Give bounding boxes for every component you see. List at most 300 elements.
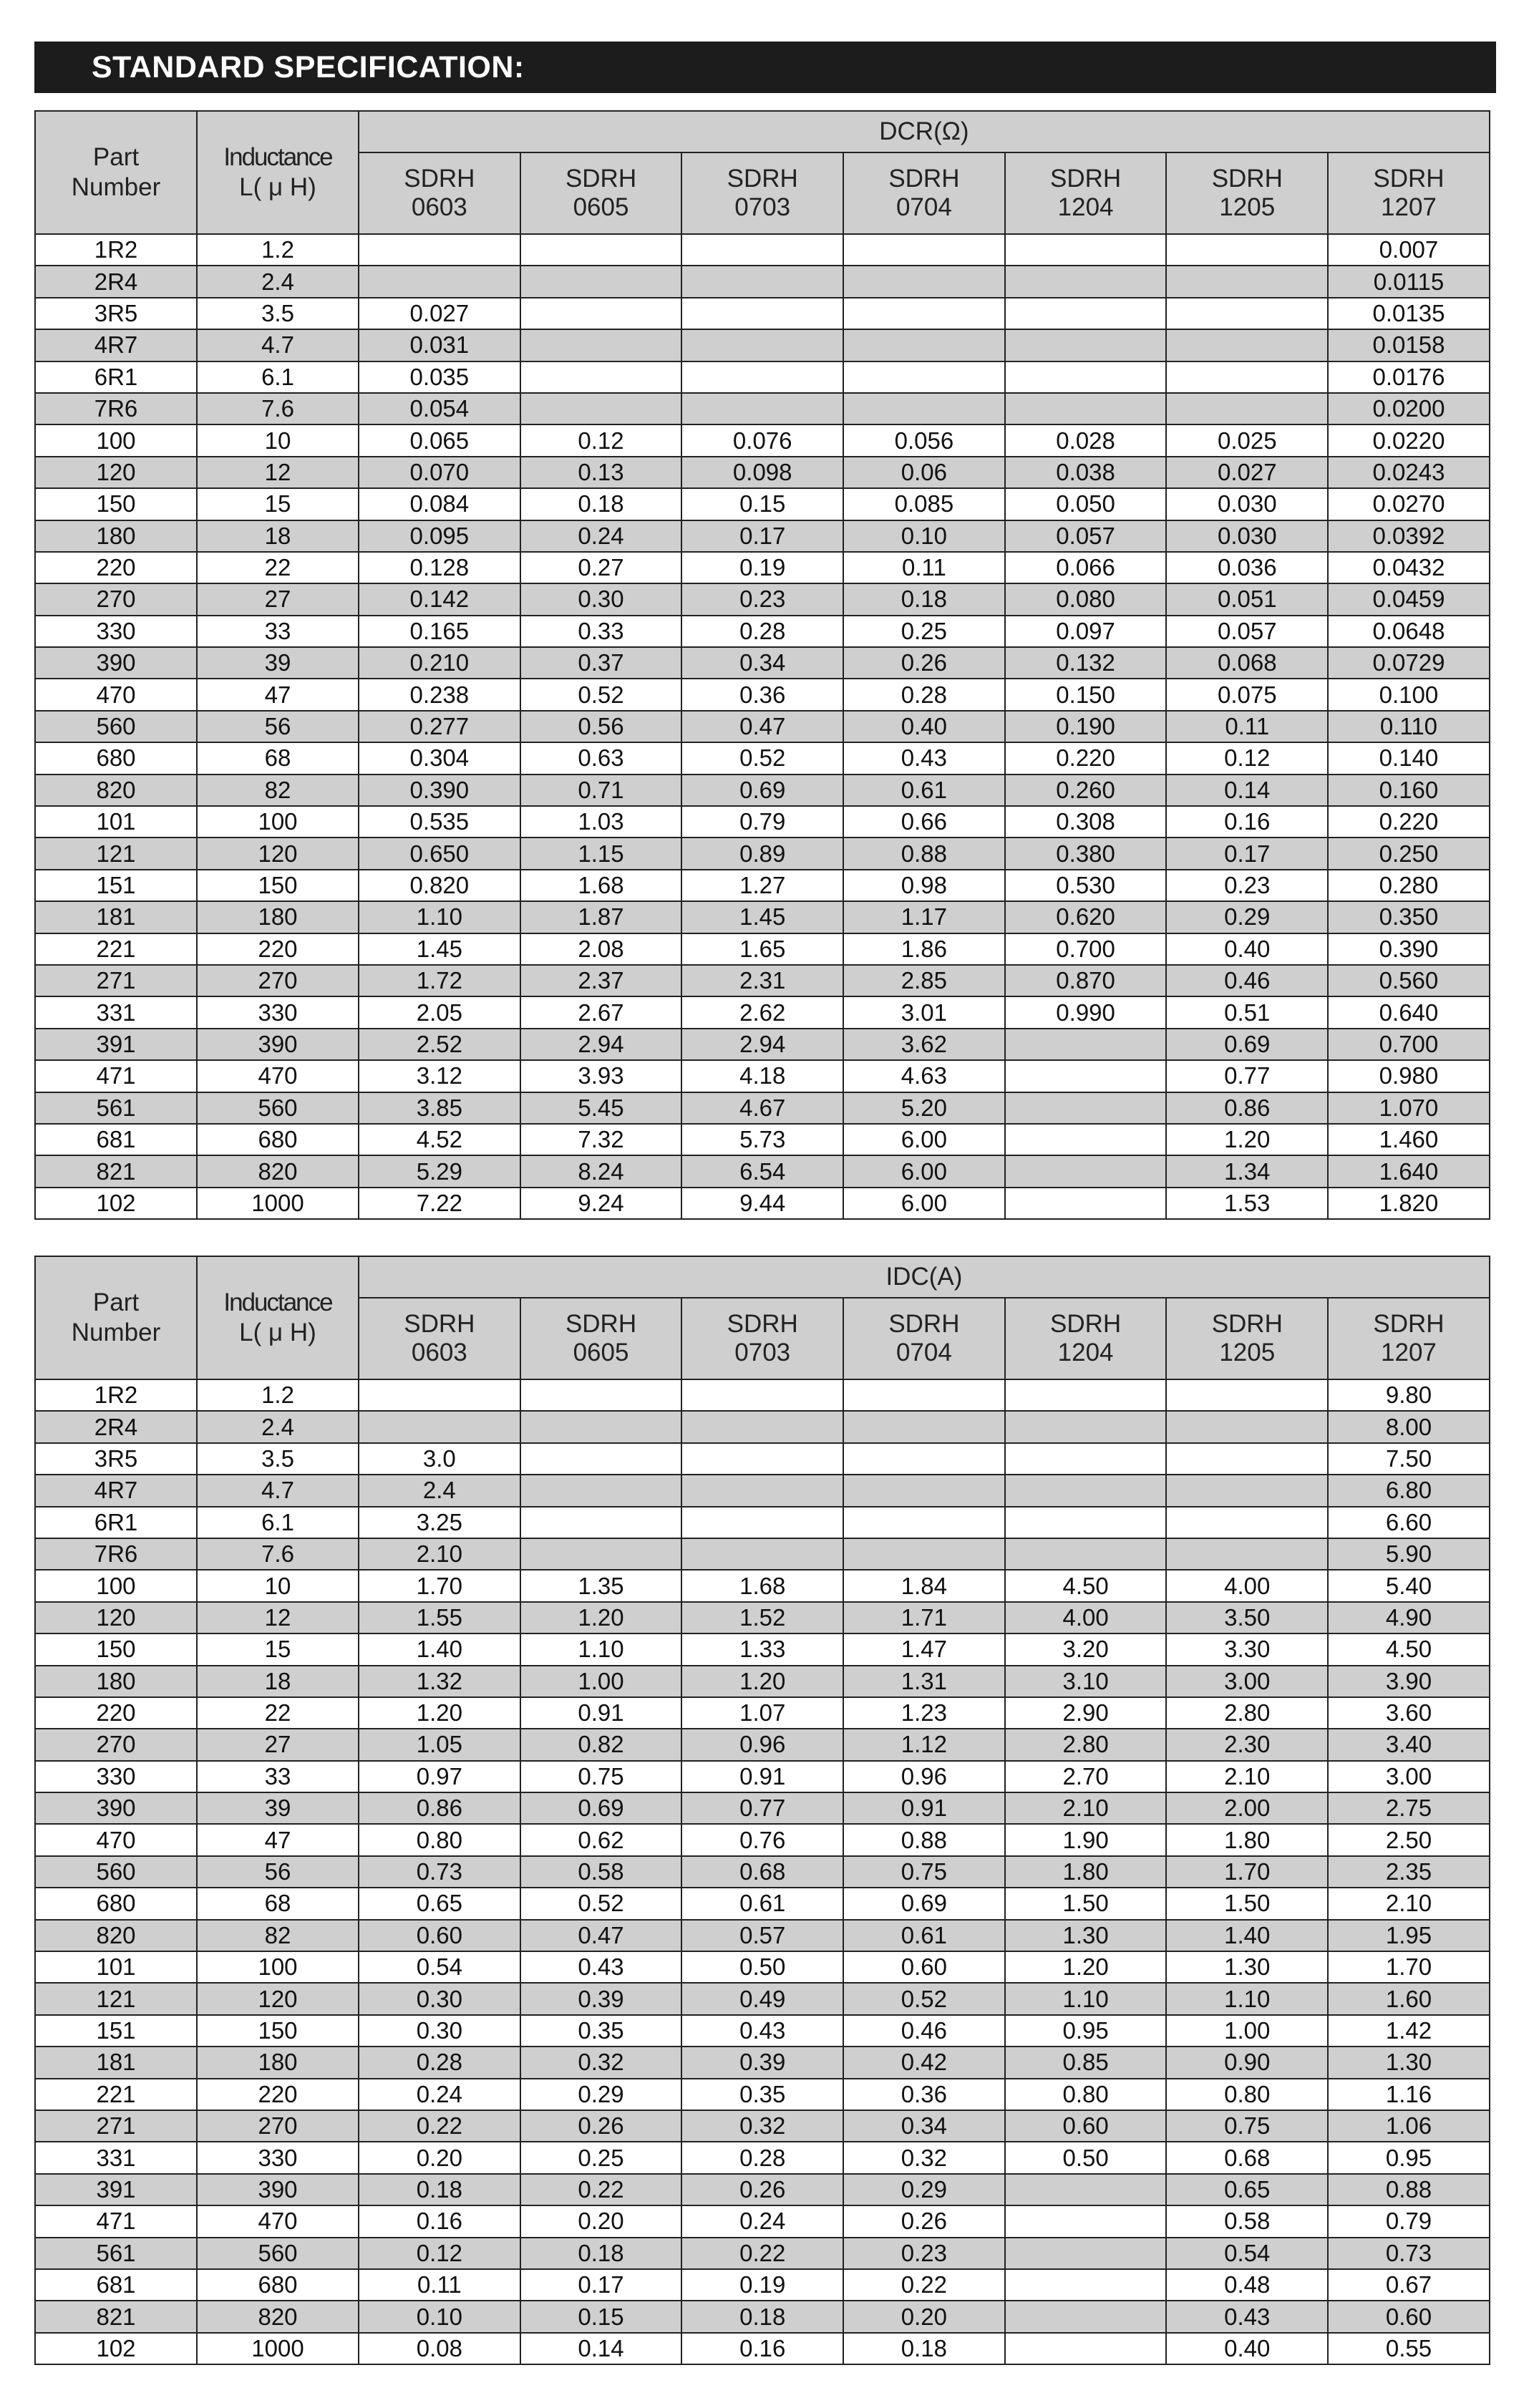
dcr-value-cell xyxy=(1166,266,1328,297)
dcr-value-cell: 0.11 xyxy=(843,552,1005,583)
idc-value-cell: 0.61 xyxy=(681,1888,843,1919)
dcr-value-cell xyxy=(1005,1124,1167,1155)
table-row xyxy=(35,1092,1490,1124)
dcr-value-cell: 4.67 xyxy=(681,1092,843,1124)
idc-value-cell: 0.29 xyxy=(843,2174,1005,2205)
dcr-value-cell: 0.036 xyxy=(1166,552,1328,583)
inductance-cell: 22 xyxy=(197,552,359,583)
inductance-cell: 680 xyxy=(197,2269,359,2301)
idc-value-cell: 3.40 xyxy=(1328,1729,1490,1760)
table-row xyxy=(35,1602,1490,1633)
idc-value-cell: 1.42 xyxy=(1328,2015,1490,2047)
dcr-value-cell: 1.03 xyxy=(520,806,682,838)
inductance-cell: 120 xyxy=(197,838,359,869)
dcr-value-cell: 0.0459 xyxy=(1328,583,1490,615)
dcr-value-cell: 0.250 xyxy=(1328,838,1490,869)
idc-value-cell: 0.14 xyxy=(520,2333,682,2364)
idc-value-cell: 0.96 xyxy=(843,1761,1005,1792)
dcr-value-cell xyxy=(1005,1188,1167,1219)
dcr-value-cell: 0.190 xyxy=(1005,711,1167,742)
dcr-value-cell: 0.46 xyxy=(1166,965,1328,996)
part-number-cell: 121 xyxy=(35,1983,197,2014)
table-row xyxy=(35,647,1490,679)
dcr-value-cell xyxy=(1005,329,1167,361)
dcr-value-cell: 6.00 xyxy=(843,1124,1005,1155)
table-row xyxy=(35,996,1490,1028)
dcr-value-cell: 0.12 xyxy=(1166,742,1328,774)
dcr-value-cell: 2.94 xyxy=(681,1029,843,1060)
part-number-cell: 100 xyxy=(35,1570,197,1601)
inductance-cell: 68 xyxy=(197,1888,359,1919)
dcr-value-cell: 0.0270 xyxy=(1328,488,1490,520)
idc-value-cell: 0.90 xyxy=(1166,2047,1328,2078)
dcr-value-cell: 0.100 xyxy=(1328,679,1490,710)
idc-value-cell: 4.50 xyxy=(1328,1633,1490,1665)
dcr-value-cell: 0.530 xyxy=(1005,870,1167,901)
inductance-cell: 4.7 xyxy=(197,1475,359,1506)
part-number-cell: 4R7 xyxy=(35,1475,197,1506)
dcr-value-cell: 0.095 xyxy=(359,520,520,552)
inductance-cell: 390 xyxy=(197,2174,359,2205)
table-row xyxy=(35,616,1490,647)
dcr-value-cell xyxy=(520,361,682,393)
part-number-cell: 390 xyxy=(35,1792,197,1824)
dcr-value-cell: 0.0135 xyxy=(1328,298,1490,329)
inductance-cell: 330 xyxy=(197,2142,359,2173)
idc-value-cell: 0.47 xyxy=(520,1920,682,1951)
idc-value-cell: 3.00 xyxy=(1166,1666,1328,1697)
dcr-value-cell: 0.26 xyxy=(843,647,1005,679)
idc-value-cell: 0.32 xyxy=(843,2142,1005,2173)
inductance-cell: 560 xyxy=(197,1092,359,1124)
table-row xyxy=(35,838,1490,869)
dcr-value-cell: 2.94 xyxy=(520,1029,682,1060)
inductance-cell: 39 xyxy=(197,647,359,679)
inductance-cell: 1000 xyxy=(197,1188,359,1219)
part-number-cell: 151 xyxy=(35,2015,197,2047)
dcr-value-cell: 0.128 xyxy=(359,552,520,583)
inductance-cell: 33 xyxy=(197,1761,359,1792)
part-number-cell: 150 xyxy=(35,1633,197,1665)
dcr-value-cell: 1.34 xyxy=(1166,1155,1328,1187)
part-number-cell: 270 xyxy=(35,1729,197,1760)
dcr-value-cell: 2.31 xyxy=(681,965,843,996)
series-header-1207: SDRH 1207 xyxy=(1328,1298,1490,1379)
idc-value-cell: 0.16 xyxy=(681,2333,843,2364)
dcr-value-cell: 0.085 xyxy=(843,488,1005,520)
part-number-cell: 181 xyxy=(35,901,197,933)
inductance-cell: 3.5 xyxy=(197,298,359,329)
dcr-value-cell: 0.098 xyxy=(681,457,843,488)
part-number-cell: 470 xyxy=(35,1824,197,1855)
section-banner xyxy=(34,42,1496,93)
idc-value-cell: 1.95 xyxy=(1328,1920,1490,1951)
idc-value-cell xyxy=(1005,1538,1167,1570)
series-header-1204: SDRH 1204 xyxy=(1005,1298,1167,1379)
series-header-1205: SDRH 1205 xyxy=(1166,1298,1328,1379)
table-row xyxy=(35,393,1490,424)
idc-value-cell: 0.34 xyxy=(843,2110,1005,2142)
idc-value-cell xyxy=(1005,1411,1167,1442)
idc-value-cell: 0.46 xyxy=(843,2015,1005,2047)
idc-value-cell: 0.40 xyxy=(1166,2333,1328,2364)
idc-value-cell: 2.35 xyxy=(1328,1856,1490,1888)
part-number-cell: 3R5 xyxy=(35,1443,197,1475)
idc-value-cell: 0.42 xyxy=(843,2047,1005,2078)
part-number-cell: 220 xyxy=(35,1697,197,1729)
dcr-value-cell: 4.18 xyxy=(681,1060,843,1092)
dcr-value-cell: 0.076 xyxy=(681,424,843,456)
idc-value-cell: 0.25 xyxy=(520,2142,682,2173)
dcr-value-cell: 0.56 xyxy=(520,711,682,742)
dcr-value-cell: 0.238 xyxy=(359,679,520,710)
idc-value-cell xyxy=(1005,1379,1167,1411)
dcr-value-cell xyxy=(681,361,843,393)
dcr-value-cell: 2.08 xyxy=(520,933,682,965)
dcr-value-cell xyxy=(1166,361,1328,393)
dcr-value-cell: 0.700 xyxy=(1005,933,1167,965)
idc-value-cell xyxy=(1005,2333,1167,2364)
idc-value-cell: 0.75 xyxy=(1166,2110,1328,2142)
inductance-cell: 7.6 xyxy=(197,393,359,424)
inductance-cell: 270 xyxy=(197,965,359,996)
dcr-value-cell: 0.14 xyxy=(1166,775,1328,806)
dcr-value-cell: 0.40 xyxy=(1166,933,1328,965)
dcr-value-cell: 0.820 xyxy=(359,870,520,901)
idc-value-cell: 4.50 xyxy=(1005,1570,1167,1601)
dcr-value-cell: 1.070 xyxy=(1328,1092,1490,1124)
part-number-cell: 681 xyxy=(35,1124,197,1155)
dcr-value-cell xyxy=(1005,234,1167,266)
dcr-value-cell: 0.15 xyxy=(681,488,843,520)
inductance-cell: 56 xyxy=(197,711,359,742)
idc-value-cell: 0.60 xyxy=(359,1920,520,1951)
idc-value-cell: 0.65 xyxy=(359,1888,520,1919)
dcr-value-cell xyxy=(681,266,843,297)
idc-group-header: IDC(A) xyxy=(359,1256,1490,1298)
dcr-value-cell: 0.16 xyxy=(1166,806,1328,838)
dcr-value-cell: 0.980 xyxy=(1328,1060,1490,1092)
dcr-value-cell: 1.87 xyxy=(520,901,682,933)
idc-value-cell: 0.49 xyxy=(681,1983,843,2014)
dcr-value-cell: 4.52 xyxy=(359,1124,520,1155)
dcr-value-cell: 0.028 xyxy=(1005,424,1167,456)
idc-value-cell xyxy=(681,1379,843,1411)
dcr-value-cell: 4.63 xyxy=(843,1060,1005,1092)
part-number-cell: 330 xyxy=(35,616,197,647)
dcr-value-cell: 1.86 xyxy=(843,933,1005,965)
dcr-value-cell: 9.24 xyxy=(520,1188,682,1219)
dcr-value-cell: 1.17 xyxy=(843,901,1005,933)
idc-value-cell: 0.28 xyxy=(681,2142,843,2173)
dcr-value-cell: 0.86 xyxy=(1166,1092,1328,1124)
dcr-value-cell: 6.00 xyxy=(843,1155,1005,1187)
inductance-cell: 220 xyxy=(197,2079,359,2110)
idc-table xyxy=(34,1256,1490,2365)
idc-value-cell xyxy=(1166,1507,1328,1538)
dcr-value-cell: 0.056 xyxy=(843,424,1005,456)
dcr-value-cell: 0.24 xyxy=(520,520,682,552)
dcr-value-cell: 3.62 xyxy=(843,1029,1005,1060)
dcr-value-cell: 0.17 xyxy=(1166,838,1328,869)
inductance-cell: 18 xyxy=(197,1666,359,1697)
idc-value-cell: 2.10 xyxy=(359,1538,520,1570)
inductance-cell: 150 xyxy=(197,870,359,901)
dcr-value-cell: 6.54 xyxy=(681,1155,843,1187)
dcr-value-cell: 0.0200 xyxy=(1328,393,1490,424)
inductance-cell: 100 xyxy=(197,1951,359,1983)
idc-value-cell xyxy=(1166,1443,1328,1475)
dcr-value-cell: 0.030 xyxy=(1166,520,1328,552)
inductance-cell: 6.1 xyxy=(197,1507,359,1538)
idc-value-cell: 0.29 xyxy=(520,2079,682,2110)
idc-value-cell: 0.18 xyxy=(681,2301,843,2332)
table-row xyxy=(35,424,1490,456)
part-number-cell: 221 xyxy=(35,933,197,965)
dcr-value-cell: 2.37 xyxy=(520,965,682,996)
idc-value-cell: 3.30 xyxy=(1166,1633,1328,1665)
idc-value-cell xyxy=(681,1443,843,1475)
idc-value-cell: 0.55 xyxy=(1328,2333,1490,2364)
idc-value-cell: 2.00 xyxy=(1166,1792,1328,1824)
dcr-value-cell: 0.140 xyxy=(1328,742,1490,774)
idc-value-cell: 1.70 xyxy=(1166,1856,1328,1888)
idc-value-cell: 0.68 xyxy=(1166,2142,1328,2173)
dcr-value-cell: 0.29 xyxy=(1166,901,1328,933)
idc-value-cell xyxy=(520,1443,682,1475)
idc-value-cell: 1.10 xyxy=(1005,1983,1167,2014)
idc-value-cell: 3.50 xyxy=(1166,1602,1328,1633)
dcr-value-cell: 1.65 xyxy=(681,933,843,965)
part-number-cell: 121 xyxy=(35,838,197,869)
idc-value-cell: 0.22 xyxy=(520,2174,682,2205)
dcr-value-cell xyxy=(681,393,843,424)
table-row xyxy=(35,266,1490,297)
part-number-cell: 391 xyxy=(35,1029,197,1060)
idc-value-cell xyxy=(520,1507,682,1538)
idc-value-cell: 0.26 xyxy=(520,2110,682,2142)
dcr-value-cell: 5.45 xyxy=(520,1092,682,1124)
idc-value-cell xyxy=(1166,1411,1328,1442)
dcr-value-cell: 3.01 xyxy=(843,996,1005,1028)
part-number-cell: 3R5 xyxy=(35,298,197,329)
idc-value-cell: 0.75 xyxy=(520,1761,682,1792)
dcr-value-cell: 0.110 xyxy=(1328,711,1490,742)
dcr-value-cell: 0.277 xyxy=(359,711,520,742)
dcr-value-cell xyxy=(843,393,1005,424)
inductance-cell: 82 xyxy=(197,775,359,806)
part-number-cell: 271 xyxy=(35,965,197,996)
idc-value-cell xyxy=(1005,2269,1167,2301)
dcr-value-cell: 1.640 xyxy=(1328,1155,1490,1187)
dcr-value-cell xyxy=(1005,298,1167,329)
series-header-1205: SDRH 1205 xyxy=(1166,152,1328,234)
table-row xyxy=(35,1155,1490,1187)
dcr-value-cell: 0.068 xyxy=(1166,647,1328,679)
idc-value-cell: 6.80 xyxy=(1328,1475,1490,1506)
part-number-cell: 560 xyxy=(35,711,197,742)
idc-value-cell: 0.65 xyxy=(1166,2174,1328,2205)
idc-value-cell: 2.80 xyxy=(1005,1729,1167,1760)
idc-value-cell: 4.00 xyxy=(1005,1602,1167,1633)
dcr-value-cell: 0.304 xyxy=(359,742,520,774)
idc-value-cell: 2.50 xyxy=(1328,1824,1490,1855)
idc-value-cell: 1.60 xyxy=(1328,1983,1490,2014)
table-row xyxy=(35,870,1490,901)
idc-value-cell: 3.00 xyxy=(1328,1761,1490,1792)
dcr-value-cell xyxy=(359,266,520,297)
idc-table-body xyxy=(35,1379,1490,2364)
dcr-value-cell: 0.0648 xyxy=(1328,616,1490,647)
part-number-cell: 180 xyxy=(35,1666,197,1697)
part-number-cell: 331 xyxy=(35,996,197,1028)
dcr-value-cell: 3.93 xyxy=(520,1060,682,1092)
idc-value-cell: 0.26 xyxy=(681,2174,843,2205)
table-row xyxy=(35,1411,1490,1442)
idc-value-cell: 2.10 xyxy=(1328,1888,1490,1919)
dcr-value-cell: 1.45 xyxy=(681,901,843,933)
table-row xyxy=(35,1729,1490,1760)
idc-value-cell xyxy=(1005,1475,1167,1506)
dcr-value-cell xyxy=(520,329,682,361)
dcr-value-cell xyxy=(359,234,520,266)
part-number-cell: 101 xyxy=(35,1951,197,1983)
part-number-cell: 561 xyxy=(35,1092,197,1124)
idc-value-cell: 0.60 xyxy=(1005,2110,1167,2142)
dcr-value-cell xyxy=(1166,234,1328,266)
idc-value-cell: 0.18 xyxy=(520,2238,682,2269)
dcr-value-cell xyxy=(681,329,843,361)
inductance-cell: 47 xyxy=(197,679,359,710)
dcr-value-cell: 0.0176 xyxy=(1328,361,1490,393)
inductance-cell: 47 xyxy=(197,1824,359,1855)
dcr-value-cell: 0.66 xyxy=(843,806,1005,838)
idc-value-cell: 1.80 xyxy=(1166,1824,1328,1855)
dcr-value-cell: 1.45 xyxy=(359,933,520,965)
inductance-cell: 330 xyxy=(197,996,359,1028)
idc-value-cell: 2.75 xyxy=(1328,1792,1490,1824)
inductance-cell: 820 xyxy=(197,1155,359,1187)
dcr-value-cell: 0.038 xyxy=(1005,457,1167,488)
dcr-value-cell xyxy=(843,298,1005,329)
dcr-value-cell: 0.06 xyxy=(843,457,1005,488)
part-number-cell: 151 xyxy=(35,870,197,901)
dcr-value-cell xyxy=(681,298,843,329)
table-row xyxy=(35,2174,1490,2205)
dcr-value-cell xyxy=(681,234,843,266)
idc-value-cell: 0.22 xyxy=(359,2110,520,2142)
part-number-cell: 680 xyxy=(35,742,197,774)
dcr-value-cell: 0.054 xyxy=(359,393,520,424)
table-row xyxy=(35,1124,1490,1155)
dcr-value-cell xyxy=(1005,361,1167,393)
inductance-header: Inductance L( μ H) xyxy=(197,111,359,234)
dcr-value-cell: 1.15 xyxy=(520,838,682,869)
idc-value-cell: 0.73 xyxy=(1328,2238,1490,2269)
idc-value-cell: 1.00 xyxy=(520,1666,682,1697)
inductance-cell: 6.1 xyxy=(197,361,359,393)
dcr-value-cell: 0.0432 xyxy=(1328,552,1490,583)
dcr-value-cell: 0.18 xyxy=(520,488,682,520)
table-row xyxy=(35,1633,1490,1665)
table-row xyxy=(35,552,1490,583)
idc-value-cell: 2.90 xyxy=(1005,1697,1167,1729)
table-row xyxy=(35,2110,1490,2142)
table-row xyxy=(35,2047,1490,2078)
idc-value-cell: 0.88 xyxy=(843,1824,1005,1855)
idc-value-cell xyxy=(843,1411,1005,1442)
idc-value-cell: 0.77 xyxy=(681,1792,843,1824)
dcr-value-cell: 1.20 xyxy=(1166,1124,1328,1155)
idc-value-cell xyxy=(1005,2238,1167,2269)
table-row xyxy=(35,679,1490,710)
idc-value-cell xyxy=(1005,1443,1167,1475)
part-number-cell: 100 xyxy=(35,424,197,456)
idc-value-cell: 0.30 xyxy=(359,2015,520,2047)
part-number-cell: 7R6 xyxy=(35,1538,197,1570)
dcr-value-cell: 0.535 xyxy=(359,806,520,838)
part-number-cell: 680 xyxy=(35,1888,197,1919)
part-number-cell: 102 xyxy=(35,2333,197,2364)
dcr-value-cell: 0.61 xyxy=(843,775,1005,806)
idc-value-cell xyxy=(843,1443,1005,1475)
idc-value-cell: 0.11 xyxy=(359,2269,520,2301)
idc-value-cell xyxy=(1005,2174,1167,2205)
inductance-cell: 22 xyxy=(197,1697,359,1729)
table-row xyxy=(35,1188,1490,1219)
inductance-cell: 180 xyxy=(197,2047,359,2078)
idc-value-cell: 3.60 xyxy=(1328,1697,1490,1729)
inductance-header: Inductance L( μ H) xyxy=(197,1256,359,1379)
idc-value-cell: 0.76 xyxy=(681,1824,843,1855)
idc-value-cell: 1.71 xyxy=(843,1602,1005,1633)
table-row xyxy=(35,234,1490,266)
idc-value-cell: 0.19 xyxy=(681,2269,843,2301)
idc-value-cell: 0.68 xyxy=(681,1856,843,1888)
dcr-value-cell: 0.89 xyxy=(681,838,843,869)
dcr-value-cell xyxy=(520,266,682,297)
dcr-value-cell: 0.0729 xyxy=(1328,647,1490,679)
dcr-value-cell: 0.390 xyxy=(359,775,520,806)
dcr-table xyxy=(34,110,1490,1220)
idc-value-cell: 1.70 xyxy=(1328,1951,1490,1983)
dcr-value-cell: 0.27 xyxy=(520,552,682,583)
idc-value-cell: 0.95 xyxy=(1328,2142,1490,2173)
idc-value-cell: 1.84 xyxy=(843,1570,1005,1601)
dcr-value-cell xyxy=(1166,298,1328,329)
dcr-value-cell: 0.36 xyxy=(681,679,843,710)
dcr-value-cell: 0.035 xyxy=(359,361,520,393)
table-row xyxy=(35,488,1490,520)
idc-value-cell: 0.15 xyxy=(520,2301,682,2332)
dcr-value-cell xyxy=(1005,1092,1167,1124)
table-row xyxy=(35,742,1490,774)
idc-value-cell: 1.35 xyxy=(520,1570,682,1601)
idc-value-cell xyxy=(843,1507,1005,1538)
dcr-value-cell: 7.22 xyxy=(359,1188,520,1219)
idc-value-cell: 1.32 xyxy=(359,1666,520,1697)
idc-value-cell: 0.79 xyxy=(1328,2205,1490,2237)
series-header-1204: SDRH 1204 xyxy=(1005,152,1167,234)
idc-value-cell: 1.68 xyxy=(681,1570,843,1601)
dcr-value-cell: 0.165 xyxy=(359,616,520,647)
dcr-value-cell: 0.30 xyxy=(520,583,682,615)
idc-value-cell: 0.28 xyxy=(359,2047,520,2078)
table-row xyxy=(35,933,1490,965)
idc-value-cell: 0.80 xyxy=(1005,2079,1167,2110)
idc-value-cell: 1.33 xyxy=(681,1633,843,1665)
dcr-value-cell: 0.075 xyxy=(1166,679,1328,710)
